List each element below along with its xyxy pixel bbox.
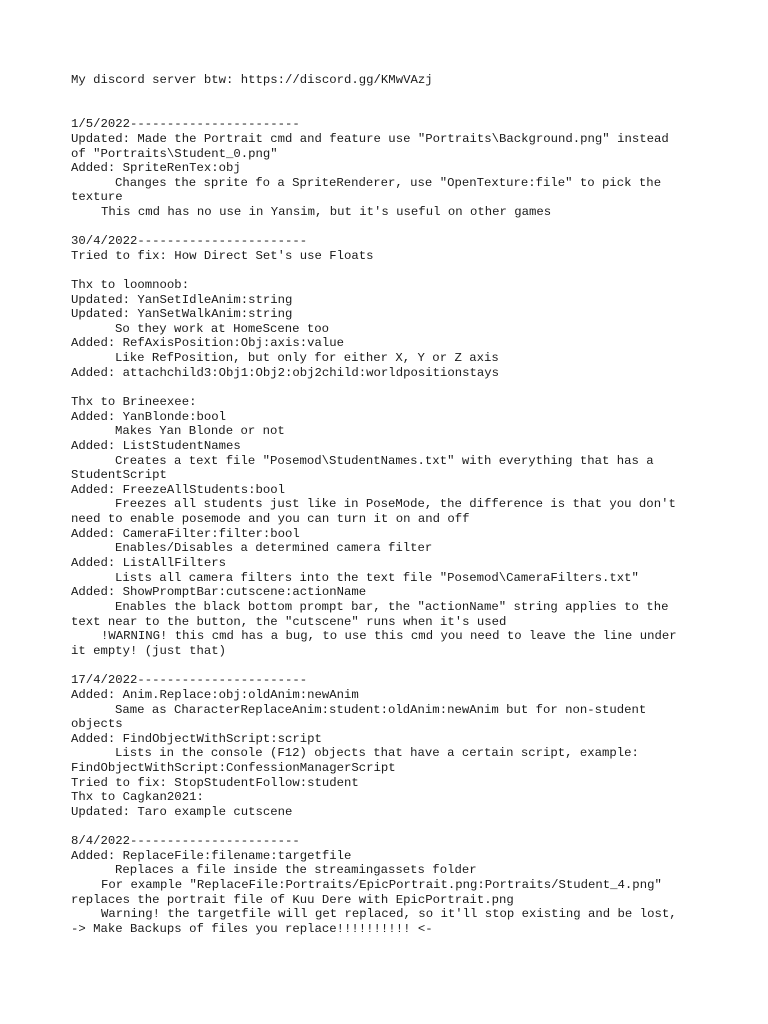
text-line: Same as CharacterReplaceAnim:student:oldAnim:newAnim but for non-student: [115, 703, 647, 717]
text-line: Enables the black bottom prompt bar, the "actionName" string applies to the: [115, 600, 669, 614]
text-line: Enables/Disables a determined camera filter: [115, 541, 433, 555]
text-line: text near to the button, the "cutscene" runs when it's used: [71, 615, 507, 629]
text-line: Added: RefAxisPosition:Obj:axis:value: [71, 336, 345, 350]
date-heading: 17/4/2022-----------------------: [71, 673, 308, 687]
text-line: This cmd has no use in Yansim, but it's useful on other games: [101, 205, 552, 219]
text-line: Tried to fix: StopStudentFollow:student: [71, 776, 359, 790]
text-line: Added: FreezeAllStudents:bool: [71, 483, 286, 497]
text-line: Added: CameraFilter:filter:bool: [71, 527, 300, 541]
warning-line: Warning! the targetfile will get replaced, so it'll stop existing and be lost,: [101, 907, 677, 921]
date-heading: 30/4/2022-----------------------: [71, 234, 308, 248]
text-line: Added: ShowPromptBar:cutscene:actionName: [71, 585, 367, 599]
text-line: Added: ListStudentNames: [71, 439, 241, 453]
text-line: Added: ListAllFilters: [71, 556, 226, 570]
text-line: texture: [71, 190, 123, 204]
text-line: replaces the portrait file of Kuu Dere with EpicPortrait.png: [71, 893, 514, 907]
text-line: Thx to Cagkan2021:: [71, 790, 204, 804]
text-line: Added: ReplaceFile:filename:targetfile: [71, 849, 352, 863]
text-line: So they work at HomeScene too: [115, 322, 330, 336]
text-line: Freezes all students just like in PoseMode, the difference is that you don't: [115, 497, 676, 511]
text-line: Added: attachchild3:Obj1:Obj2:obj2child:worldpositionstays: [71, 366, 500, 380]
text-line: Updated: YanSetIdleAnim:string: [71, 293, 293, 307]
text-line: Lists in the console (F12) objects that have a certain script, example:: [115, 746, 639, 760]
text-line: Lists all camera filters into the text file "Posemod\CameraFilters.txt": [115, 571, 639, 585]
text-line: need to enable posemode and you can turn it on and off: [71, 512, 470, 526]
text-line: Makes Yan Blonde or not: [115, 424, 285, 438]
text-line: it empty! (just that): [71, 644, 226, 658]
text-line: Changes the sprite fo a SpriteRenderer, use "OpenTexture:file" to pick the: [115, 176, 662, 190]
text-line: StudentScript: [71, 468, 167, 482]
text-line: -> Make Backups of files you replace!!!!!!!!!! <-: [71, 922, 433, 936]
text-line: Updated: Taro example cutscene: [71, 805, 293, 819]
discord-line: My discord server btw: https://discord.gg/KMwVAzj: [71, 73, 433, 87]
text-line: Added: YanBlonde:bool: [71, 410, 226, 424]
text-line: FindObjectWithScript:ConfessionManagerScript: [71, 761, 396, 775]
date-heading: 8/4/2022-----------------------: [71, 834, 300, 848]
text-line: Added: Anim.Replace:obj:oldAnim:newAnim: [71, 688, 359, 702]
text-line: objects: [71, 717, 123, 731]
date-heading: 1/5/2022-----------------------: [71, 117, 300, 131]
text-line: Replaces a file inside the streamingassets folder: [115, 863, 477, 877]
text-line: of "Portraits\Student_0.png": [71, 147, 278, 161]
text-line: Added: SpriteRenTex:obj: [71, 161, 241, 175]
text-line: Updated: YanSetWalkAnim:string: [71, 307, 293, 321]
text-line: Thx to Brineexee:: [71, 395, 197, 409]
text-line: Thx to loomnoob:: [71, 278, 190, 292]
warning-line: !WARNING! this cmd has a bug, to use this cmd you need to leave the line under: [101, 629, 677, 643]
text-line: Added: FindObjectWithScript:script: [71, 732, 322, 746]
text-line: For example "ReplaceFile:Portraits/EpicPortrait.png:Portraits/Student_4.png": [101, 878, 662, 892]
text-line: Like RefPosition, but only for either X, Y or Z axis: [115, 351, 499, 365]
text-line: Creates a text file "Posemod\StudentNames.txt" with everything that has a: [115, 454, 654, 468]
text-line: Tried to fix: How Direct Set's use Floats: [71, 249, 374, 263]
text-line: Updated: Made the Portrait cmd and feature use "Portraits\Background.png" instead: [71, 132, 669, 146]
